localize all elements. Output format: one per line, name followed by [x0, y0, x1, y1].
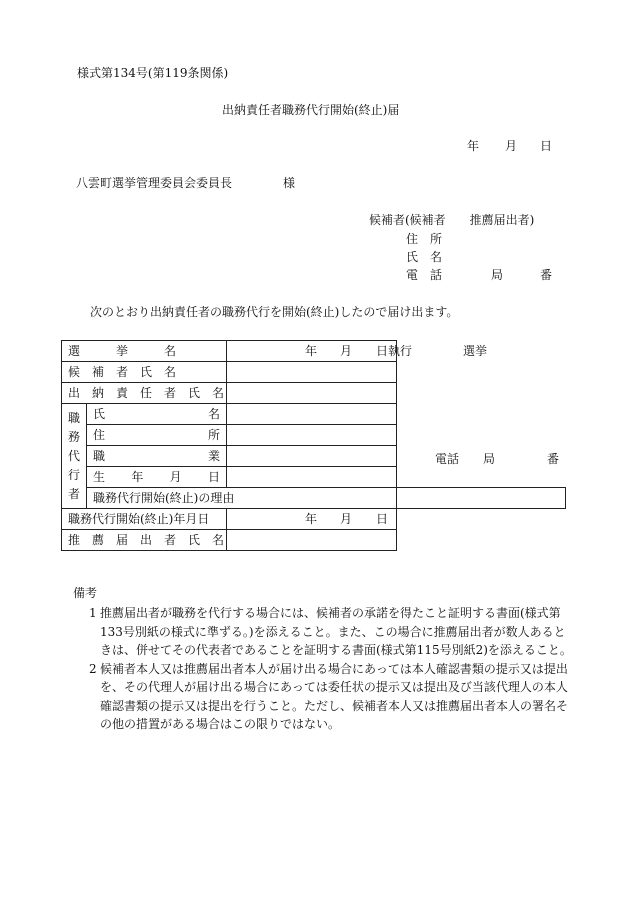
- start-year: 年: [305, 512, 318, 526]
- recommender-value[interactable]: [227, 530, 396, 551]
- acting-char-5: 者: [67, 486, 80, 501]
- election-day-exec: 日執行: [376, 344, 413, 358]
- row-acting-name: [62, 404, 566, 425]
- note-number: 2: [89, 661, 97, 676]
- date-day-label: 日: [540, 139, 553, 153]
- acting-dob-label: 生 年 月 日: [87, 467, 227, 488]
- acting-name-label: 氏 名: [87, 404, 227, 425]
- document-title: 出納責任者職務代行開始(終止)届: [222, 103, 400, 117]
- row-acting-dob: [62, 467, 566, 488]
- date-year-label: 年: [467, 139, 480, 153]
- row-start-date: [62, 509, 566, 530]
- row-acting-address: [62, 425, 566, 446]
- recommender-label: 推 薦 届 出 者 氏 名: [62, 530, 227, 551]
- start-day: 日: [376, 512, 389, 526]
- start-date-label: 職務代行開始(終止)年月日: [62, 509, 227, 530]
- notification-table: [61, 340, 566, 551]
- acting-address-label: 住 所: [87, 425, 227, 446]
- note-number: 1: [89, 606, 97, 620]
- honorific: 様: [283, 176, 296, 190]
- election-month: 月: [340, 344, 353, 358]
- row-recommender: [62, 530, 566, 551]
- start-date-value[interactable]: [227, 509, 396, 530]
- acting-phone-label: 電話: [435, 452, 460, 466]
- note-text: 推薦届出者が職務を代行する場合には、候補者の承諾を得たこと証明する書面(様式第133号別紙の様式に準ずる。)を添えること。また、この場合に推薦届出者が数人あるときは、併せてその代表者であることを証明する書面(様式第115号別紙2)を添えること。: [100, 606, 572, 657]
- candidate-label: 候 補 者 氏 名: [62, 362, 227, 383]
- applicant-name-label: 氏 名: [406, 250, 443, 264]
- acting-address-value[interactable]: [227, 425, 560, 466]
- election-kind: 選挙: [463, 344, 488, 358]
- acting-phone-area: 局: [483, 452, 496, 466]
- row-reason: [62, 488, 566, 509]
- note-text: 候補者本人又は推薦届出者本人が届け出る場合にあっては本人確認書類の提示又は提出を、その代理人が届け出る場合にあっては委任状の提示又は提出及び当該代理人の本人確認書類の提示又は提出を行うこと。ただし、候補者本人又は推薦届出者本人の署名その他の措置がある場合はこの限りではない。: [100, 661, 569, 731]
- acting-char-3: 代: [67, 448, 80, 463]
- notes-heading: 備考: [73, 586, 98, 600]
- reason-value[interactable]: [396, 488, 566, 509]
- acting-dob-value[interactable]: [227, 467, 396, 488]
- acting-person-label: [62, 404, 87, 509]
- applicant-role: 候補者(候補者 推薦届出者): [369, 213, 535, 227]
- acting-char-2: 務: [67, 429, 80, 444]
- treasurer-label: 出 納 責 任 者 氏 名: [62, 383, 227, 404]
- date-month-label: 月: [505, 139, 518, 153]
- form-number: 様式第134号(第119条関係): [77, 66, 229, 80]
- applicant-phone-area: 局: [491, 268, 504, 282]
- note-item-2: [73, 660, 573, 734]
- intro-text: 次のとおり出納責任者の職務代行を開始(終止)したので届け出ます。: [90, 305, 459, 319]
- row-treasurer: [62, 383, 566, 404]
- row-candidate: [62, 362, 566, 383]
- election-year: 年: [305, 344, 318, 358]
- acting-job-label: 職 業: [87, 446, 227, 467]
- election-label: 選 挙 名: [62, 341, 227, 362]
- applicant-address-label: 住 所: [406, 232, 443, 246]
- acting-char-4: 行: [67, 467, 80, 482]
- election-value[interactable]: [227, 341, 488, 362]
- applicant-phone-label: 電 話: [406, 268, 443, 282]
- acting-name-value[interactable]: [227, 404, 396, 425]
- acting-job-value[interactable]: [227, 446, 396, 467]
- acting-char-1: 職: [67, 410, 80, 425]
- reason-label: 職務代行開始(終止)の理由: [87, 488, 397, 509]
- note-item-1: [73, 604, 573, 660]
- notes-section: [73, 584, 573, 734]
- treasurer-value[interactable]: [227, 383, 396, 404]
- row-election: [62, 341, 566, 362]
- start-month: 月: [340, 512, 353, 526]
- acting-phone-number: 番: [547, 452, 560, 466]
- candidate-value[interactable]: [227, 362, 396, 383]
- addressee: 八雲町選挙管理委員会委員長: [76, 176, 233, 190]
- applicant-phone-number: 番: [540, 268, 553, 282]
